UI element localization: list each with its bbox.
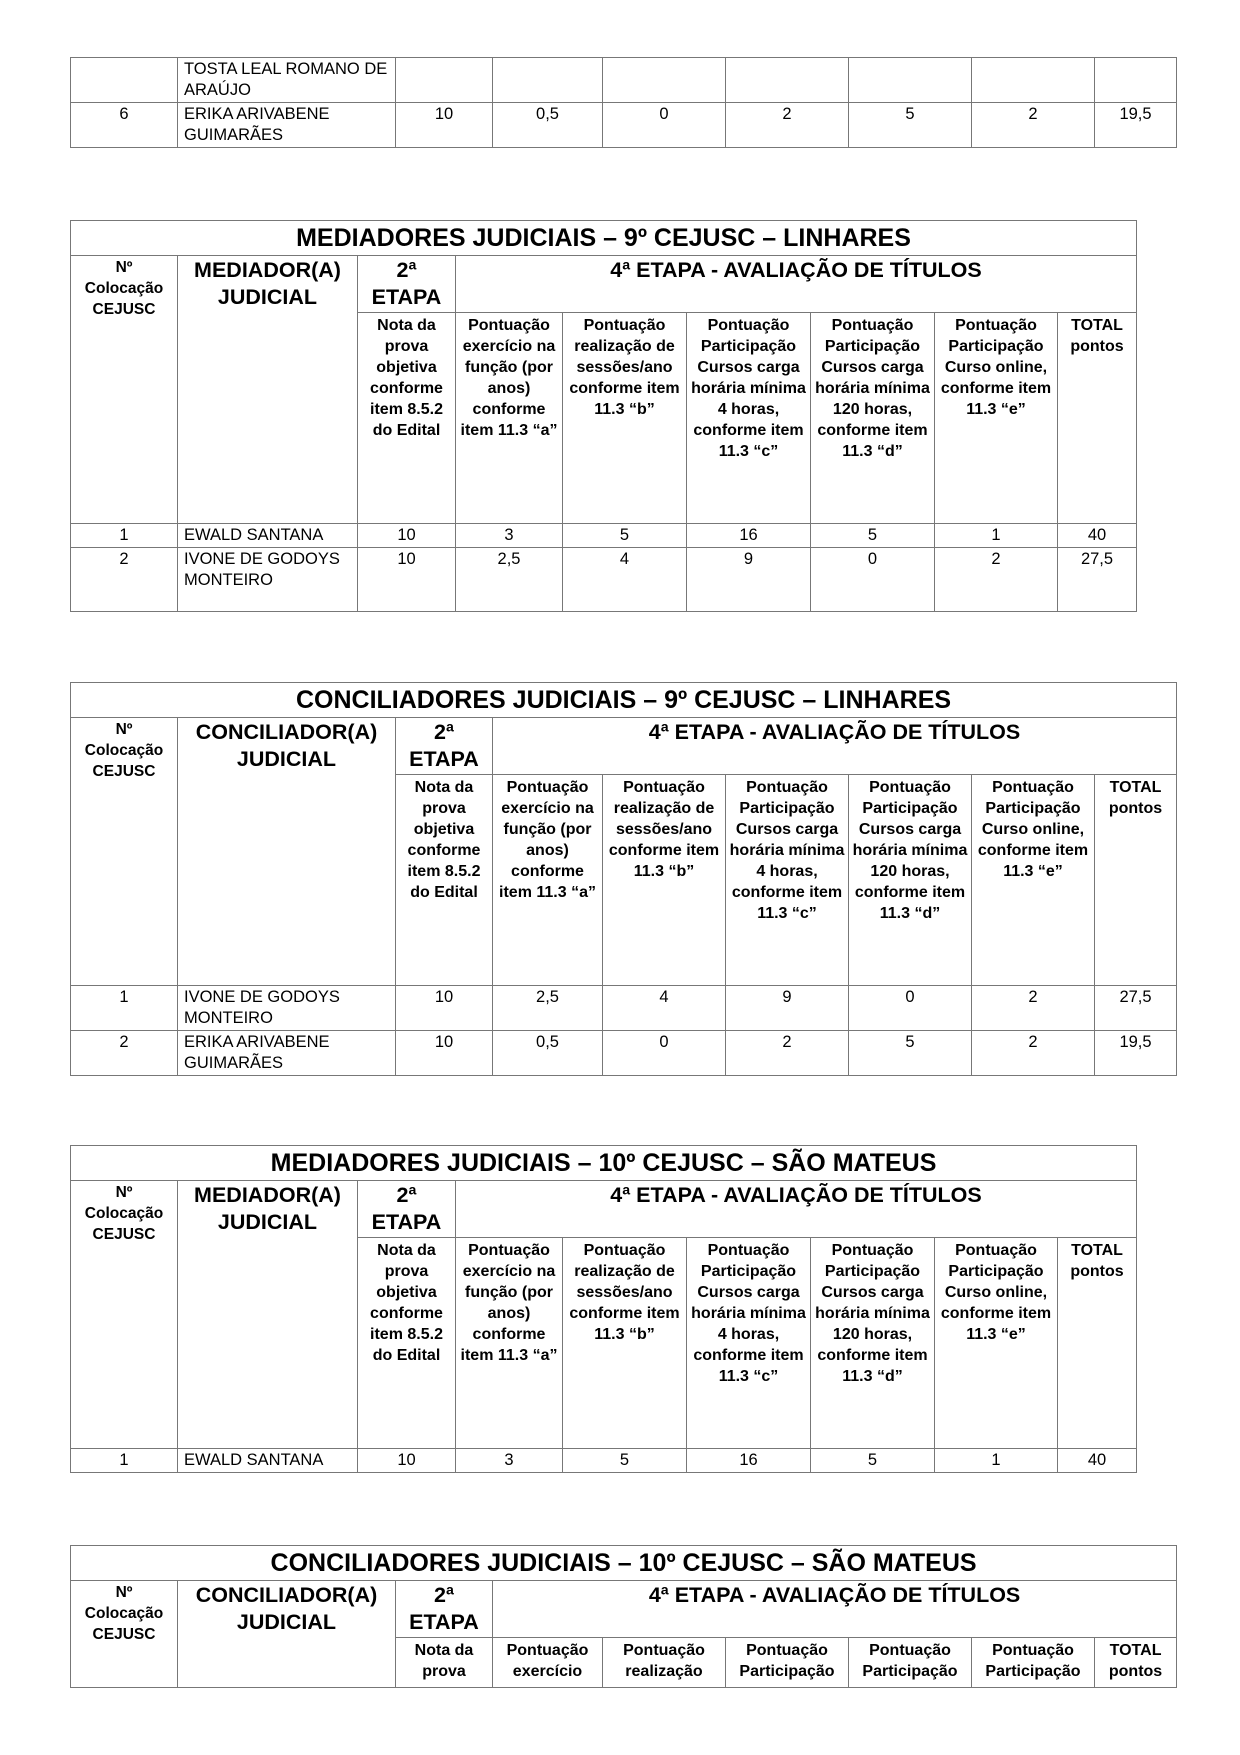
conciliadores-linhares-table	[70, 682, 1177, 1076]
name-cell: IVONE DE GODOYS MONTEIRO	[178, 548, 358, 612]
score-cell: 0	[811, 548, 935, 612]
score-cell: 2	[935, 548, 1058, 612]
position-cell: 6	[71, 103, 178, 148]
table-row	[71, 548, 1137, 612]
score-cell: 19,5	[1095, 103, 1177, 148]
header-mediador: MEDIADOR(A) JUDICIAL	[178, 256, 358, 524]
table-title: CONCILIADORES JUDICIAIS – 10º CEJUSC – SÃO MATEUS	[71, 1546, 1177, 1581]
score-cell: 4	[563, 548, 687, 612]
score-cell: 3	[456, 524, 563, 548]
subheader: TOTAL pontos	[1095, 1638, 1177, 1688]
table-fragment-top	[70, 57, 1177, 148]
table-row	[71, 103, 1177, 148]
score-cell: 10	[396, 103, 493, 148]
score-cell: 2	[726, 103, 849, 148]
name-cell: TOSTA LEAL ROMANO DE ARAÚJO	[178, 58, 396, 103]
subheader: TOTAL pontos	[1058, 313, 1137, 524]
name-cell: ERIKA ARIVABENE GUIMARÃES	[178, 103, 396, 148]
header-etapa2: 2ª ETAPA	[358, 256, 456, 313]
subheader: Pontuação Participação Cursos carga horária mínima 120 horas, conforme item 11.3 “d”	[811, 1238, 935, 1449]
name-cell: EWALD SANTANA	[178, 524, 358, 548]
score-cell: 2	[972, 103, 1095, 148]
table-row	[71, 1031, 1177, 1076]
score-cell: 10	[396, 1031, 493, 1076]
header-conciliador: CONCILIADOR(A) JUDICIAL	[178, 1581, 396, 1688]
score-cell	[603, 58, 726, 103]
score-cell	[972, 58, 1095, 103]
position-cell: 1	[71, 524, 178, 548]
score-cell: 1	[935, 1449, 1058, 1473]
table-title: CONCILIADORES JUDICIAIS – 9º CEJUSC – LINHARES	[71, 683, 1177, 718]
subheader: Pontuação exercício na função (por anos) conforme item 11.3 “a”	[456, 1238, 563, 1449]
position-cell	[71, 58, 178, 103]
score-cell: 10	[358, 524, 456, 548]
position-cell: 1	[71, 986, 178, 1031]
score-cell: 10	[358, 1449, 456, 1473]
conciliadores-sao-mateus-table	[70, 1545, 1177, 1688]
score-cell: 2,5	[456, 548, 563, 612]
score-cell: 2	[972, 1031, 1095, 1076]
subheader: Pontuação Participação	[849, 1638, 972, 1688]
subheader: Pontuação exercício	[493, 1638, 603, 1688]
score-cell	[493, 58, 603, 103]
score-cell: 0	[849, 986, 972, 1031]
score-cell: 40	[1058, 524, 1137, 548]
table-row	[71, 58, 1177, 103]
score-cell: 9	[687, 548, 811, 612]
header-etapa2: 2ª ETAPA	[358, 1181, 456, 1238]
score-cell: 0,5	[493, 103, 603, 148]
subheader: Nota da prova objetiva conforme item 8.5.2 do Edital	[358, 313, 456, 524]
mediadores-sao-mateus-table	[70, 1145, 1137, 1473]
position-cell: 2	[71, 1031, 178, 1076]
subheader: Pontuação Participação	[972, 1638, 1095, 1688]
header-conciliador: CONCILIADOR(A) JUDICIAL	[178, 718, 396, 986]
header-colocacao: Nº Colocação CEJUSC	[71, 1181, 178, 1449]
subheader: Pontuação realização de sessões/ano conforme item 11.3 “b”	[563, 313, 687, 524]
position-cell: 2	[71, 548, 178, 612]
name-cell: IVONE DE GODOYS MONTEIRO	[178, 986, 396, 1031]
score-cell: 1	[935, 524, 1058, 548]
subheader: TOTAL pontos	[1058, 1238, 1137, 1449]
header-colocacao: Nº Colocação CEJUSC	[71, 1581, 178, 1688]
header-etapa4: 4ª ETAPA - AVALIAÇÃO DE TÍTULOS	[456, 1181, 1137, 1238]
subheader: Pontuação exercício na função (por anos) conforme item 11.3 “a”	[456, 313, 563, 524]
header-etapa2: 2ª ETAPA	[396, 1581, 493, 1638]
subheader: Pontuação Participação Cursos carga horária mínima 120 horas, conforme item 11.3 “d”	[811, 313, 935, 524]
subheader: Nota da prova objetiva conforme item 8.5.2 do Edital	[358, 1238, 456, 1449]
score-cell	[1095, 58, 1177, 103]
score-cell: 4	[603, 986, 726, 1031]
subheader: Pontuação Participação Curso online, conforme item 11.3 “e”	[972, 775, 1095, 986]
subheader: Pontuação Participação Cursos carga horária mínima 120 horas, conforme item 11.3 “d”	[849, 775, 972, 986]
score-cell: 5	[849, 1031, 972, 1076]
header-colocacao: Nº Colocação CEJUSC	[71, 718, 178, 986]
subheader: Pontuação exercício na função (por anos) conforme item 11.3 “a”	[493, 775, 603, 986]
subheader: Pontuação Participação	[726, 1638, 849, 1688]
subheader: Pontuação Participação Cursos carga horária mínima 4 horas, conforme item 11.3 “c”	[687, 313, 811, 524]
subheader: Pontuação realização de sessões/ano conforme item 11.3 “b”	[563, 1238, 687, 1449]
score-cell: 2	[972, 986, 1095, 1031]
score-cell: 40	[1058, 1449, 1137, 1473]
score-cell: 27,5	[1095, 986, 1177, 1031]
score-cell: 5	[563, 1449, 687, 1473]
score-cell	[849, 58, 972, 103]
score-cell: 0,5	[493, 1031, 603, 1076]
score-cell: 0	[603, 1031, 726, 1076]
score-cell: 9	[726, 986, 849, 1031]
header-etapa4: 4ª ETAPA - AVALIAÇÃO DE TÍTULOS	[493, 718, 1177, 775]
score-cell	[396, 58, 493, 103]
score-cell: 0	[603, 103, 726, 148]
score-cell: 5	[849, 103, 972, 148]
score-cell: 19,5	[1095, 1031, 1177, 1076]
subheader: Pontuação Participação Curso online, conforme item 11.3 “e”	[935, 1238, 1058, 1449]
score-cell: 10	[396, 986, 493, 1031]
header-etapa4: 4ª ETAPA - AVALIAÇÃO DE TÍTULOS	[493, 1581, 1177, 1638]
header-colocacao: Nº Colocação CEJUSC	[71, 256, 178, 524]
name-cell: EWALD SANTANA	[178, 1449, 358, 1473]
subheader: Pontuação Participação Cursos carga horária mínima 4 horas, conforme item 11.3 “c”	[687, 1238, 811, 1449]
subheader: TOTAL pontos	[1095, 775, 1177, 986]
subheader: Pontuação Participação Cursos carga horária mínima 4 horas, conforme item 11.3 “c”	[726, 775, 849, 986]
table-title: MEDIADORES JUDICIAIS – 10º CEJUSC – SÃO MATEUS	[71, 1146, 1137, 1181]
header-etapa4: 4ª ETAPA - AVALIAÇÃO DE TÍTULOS	[456, 256, 1137, 313]
score-cell: 27,5	[1058, 548, 1137, 612]
score-cell: 2	[726, 1031, 849, 1076]
subheader: Nota da prova objetiva conforme item 8.5.2 do Edital	[396, 775, 493, 986]
position-cell: 1	[71, 1449, 178, 1473]
table-title: MEDIADORES JUDICIAIS – 9º CEJUSC – LINHARES	[71, 221, 1137, 256]
table-row	[71, 1449, 1137, 1473]
header-etapa2: 2ª ETAPA	[396, 718, 493, 775]
score-cell: 2,5	[493, 986, 603, 1031]
score-cell	[726, 58, 849, 103]
score-cell: 5	[563, 524, 687, 548]
score-cell: 16	[687, 524, 811, 548]
score-cell: 5	[811, 524, 935, 548]
subheader: Pontuação realização	[603, 1638, 726, 1688]
mediadores-linhares-table	[70, 220, 1137, 612]
score-cell: 16	[687, 1449, 811, 1473]
score-cell: 5	[811, 1449, 935, 1473]
header-mediador: MEDIADOR(A) JUDICIAL	[178, 1181, 358, 1449]
name-cell: ERIKA ARIVABENE GUIMARÃES	[178, 1031, 396, 1076]
score-cell: 3	[456, 1449, 563, 1473]
subheader: Pontuação Participação Curso online, conforme item 11.3 “e”	[935, 313, 1058, 524]
subheader: Pontuação realização de sessões/ano conforme item 11.3 “b”	[603, 775, 726, 986]
table-row	[71, 986, 1177, 1031]
subheader: Nota da prova	[396, 1638, 493, 1688]
score-cell: 10	[358, 548, 456, 612]
table-row	[71, 524, 1137, 548]
